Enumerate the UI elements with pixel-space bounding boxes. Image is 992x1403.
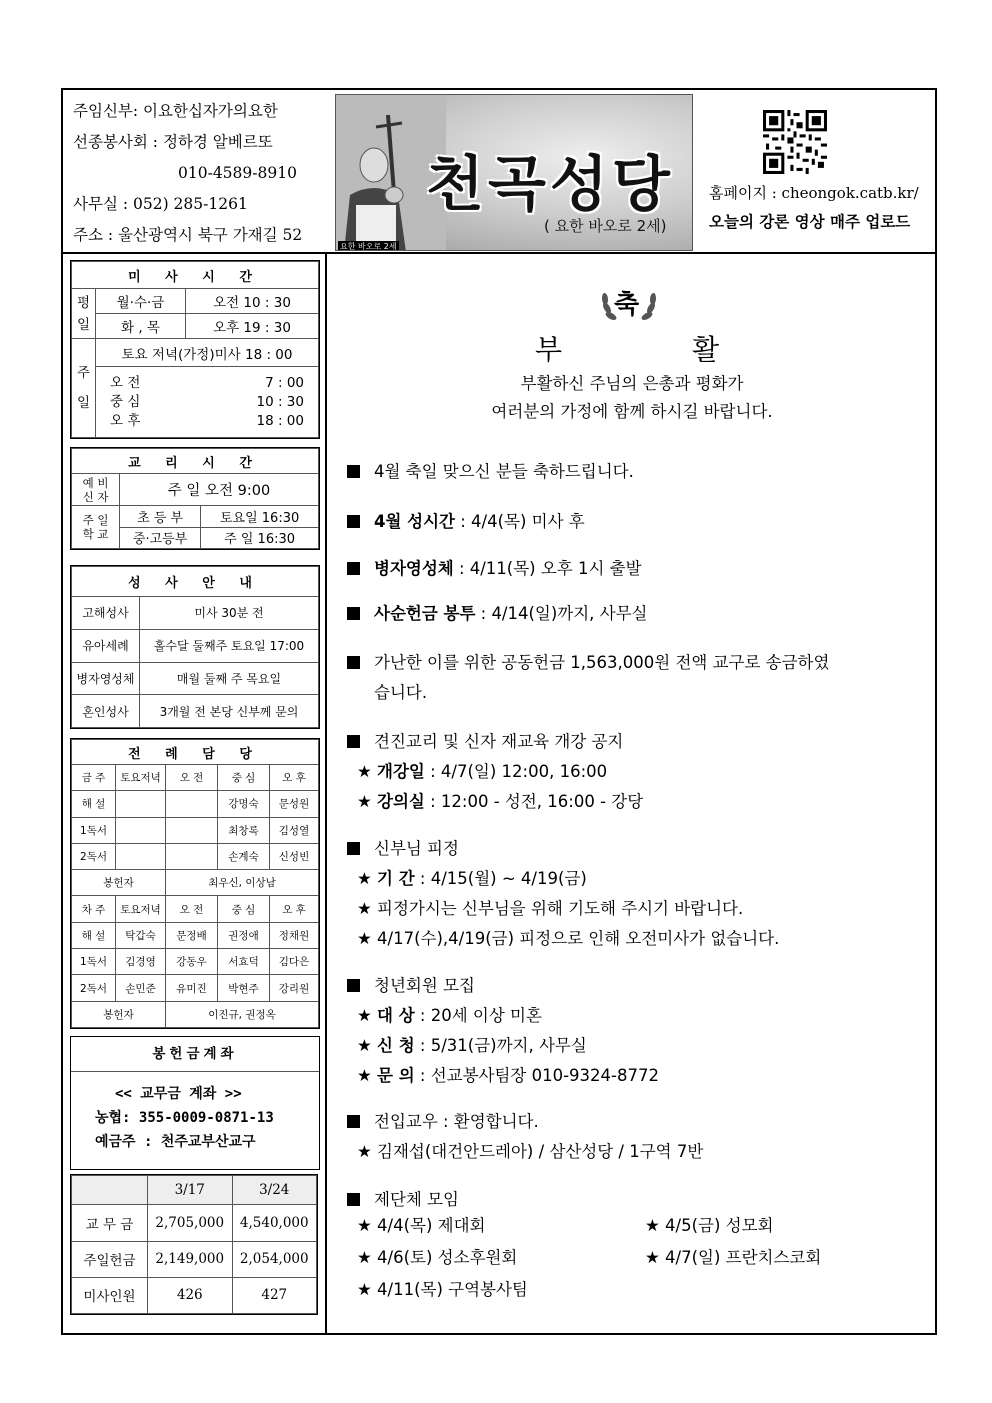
weekday-label: 평 일 [72,289,96,339]
sacrament-name: 고해성사 [72,597,140,630]
account-box [70,1036,320,1170]
confirmation-start: ★ 개강일 : 4/7(일) 12:00, 16:00 [357,762,608,781]
bank-account: 농협: 355-0009-0871-13 [95,1110,274,1126]
table-row: 1독서 최창록 김성열 [72,817,319,843]
youth-contact: ★ 문 의 : 선교봉사팀장 010-9324-8772 [357,1066,659,1085]
address: 주소 : 울산광역시 북구 가재길 52 [73,226,303,244]
photo-caption: 요한 바오로 2세 [340,242,397,251]
school-grade: 중·고등부 [120,527,201,549]
bulletin-frame [61,88,937,1335]
table-row: 미사인원 426 427 [72,1277,317,1313]
account-title: 봉헌금계좌 [71,1037,319,1072]
church-name: 천곡성당 [426,150,674,220]
col-header: 오 전 [166,765,218,791]
col-header: 오 후 [270,765,319,791]
sacrament-name: 혼인성사 [72,695,140,728]
saturday-mass: 토요 저녁(가정)미사 18 : 00 [96,339,319,367]
square-bullet-icon [347,607,360,620]
mass-time: 오후 19 : 30 [186,314,319,339]
mass-day: 월·수·금 [96,289,186,314]
greeting-line-2: 여러분의 가정에 함께 하시길 바랍니다. [491,402,773,421]
group-meeting: ★ 4/5(금) 성모회 [645,1216,774,1235]
group-meeting: ★ 4/6(토) 성소후원회 [357,1248,518,1267]
sacrament-info: 매월 둘째 주 목요일 [140,662,319,695]
retreat-prayer: ★ 피정가시는 신부님을 위해 기도해 주시기 바랍니다. [357,899,744,918]
sunday-label: 주 일 [72,339,96,438]
table-row: 2독서 손계숙 신성빈 [72,843,319,869]
square-bullet-icon [347,1115,360,1128]
mass-day: 화 , 목 [96,314,186,339]
homepage-link[interactable]: 홈페이지 : cheongok.catb.kr/ [709,184,919,202]
notice-sick-communion: 병자영성체 : 4/11(목) 오후 1시 출발 [347,555,642,579]
column-divider [325,254,327,1335]
school-grade: 초 등 부 [120,506,201,528]
table-row [72,870,319,896]
sacrament-info: 미사 30분 전 [140,597,319,630]
catechumen-label: 예 비 신 자 [72,474,120,506]
table-row [72,1001,319,1027]
greeting-line-1: 부활하신 주님의 은총과 평화가 [520,374,744,393]
table-row: 해 설 탁갑숙 문정배 권정애 정채원 [72,922,319,948]
parish-info [73,96,302,251]
catechumen-time: 주 일 오전 9:00 [120,474,319,506]
sacrament-info: 3개월 전 본당 신부께 문의 [140,695,319,728]
confirmation-room: ★ 강의실 : 12:00 - 성전, 16:00 - 강당 [357,792,644,811]
col-header: 차 주 [72,896,116,922]
col-header: 중 심 [218,896,270,922]
sacraments-title: 성 사 안 내 [72,567,319,597]
council: 선종봉사회 : 정하경 알베르또 [73,133,273,151]
table-row: 2독서 손민준 유미진 박현주 강리원 [72,975,319,1001]
notice-offering-sent: 가난한 이를 위한 공동헌금 1,563,000원 전액 교구로 송금하였 습니다. [347,648,829,708]
retreat-no-mass: ★ 4/17(수),4/19(금) 피정으로 인해 오전미사가 없습니다. [357,929,780,948]
mass-time: 오전 10 : 30 [186,289,319,314]
square-bullet-icon [347,515,360,528]
square-bullet-icon [347,979,360,992]
catechism-title: 교 리 시 간 [72,449,319,474]
offering-corner [72,1176,148,1205]
notice-newcomer: 전입교우 : 환영합니다. [347,1108,539,1132]
notice-lent-envelope: 사순헌금 봉투 : 4/14(일)까지, 사무실 [347,600,648,624]
col-header: 토요저녁 [116,765,166,791]
qr-code-icon[interactable] [763,110,827,174]
group-meeting: ★ 4/11(목) 구역봉사팀 [357,1280,528,1299]
header [63,90,935,254]
mass-times-box [70,260,320,439]
liturgy-box [70,738,320,1029]
offering-names: 이진규, 권정옥 [166,1001,319,1027]
account-holder: 예금주 : 천주교부산교구 [95,1134,256,1150]
notice-confirmation: 견진교리 및 신자 재교육 개강 공지 [347,728,623,752]
date-header: 3/24 [232,1176,317,1205]
col-header: 오 전 [166,896,218,922]
table-row: 해 설 강명숙 문성원 [72,791,319,817]
council-phone: 010-4589-8910 [178,164,297,182]
offering-table [70,1174,318,1315]
group-meeting: ★ 4/7(일) 프란치스코회 [645,1248,822,1267]
square-bullet-icon [347,562,360,575]
offering-names: 최우신, 이상남 [166,870,319,896]
sunday-school-label: 주 일 학 교 [72,506,120,549]
col-header: 중 심 [218,765,270,791]
notice-holy-hour: 4월 성시간 : 4/4(목) 미사 후 [347,508,585,532]
patron-saint: ( 요한 바오로 2세) [544,217,667,235]
catechism-box [70,447,320,550]
table-row: 1독서 김경영 강동우 서효덕 김다은 [72,949,319,975]
church-banner [335,94,693,251]
school-time: 주 일 16:30 [201,527,319,549]
celebration-mark: 축 [614,290,640,320]
sacrament-info: 홀수달 둘째주 토요일 17:00 [140,629,319,662]
sacrament-name: 유아세례 [72,629,140,662]
pastor: 주임신부: 이요한십자가의요한 [73,102,278,120]
notice-feast: 4월 축일 맞으신 분들 축하드립니다. [347,458,634,482]
table-row: 교 무 금 2,705,000 4,540,000 [72,1205,317,1241]
col-header: 오 후 [270,896,319,922]
retreat-period: ★ 기 간 : 4/15(월) ~ 4/19(금) [357,869,587,888]
youth-target: ★ 대 상 : 20세 이상 미혼 [357,1006,542,1025]
notice-groups: 제단체 모임 [347,1186,459,1210]
date-header: 3/17 [148,1176,233,1205]
office-phone: 사무실 : 052) 285-1261 [73,195,248,213]
school-time: 토요일 16:30 [201,506,319,528]
mass-times-title: 미 사 시 간 [72,262,319,289]
table-row: 주일헌금 2,149,000 2,054,000 [72,1241,317,1277]
newcomer-info: ★ 김재섭(대건안드레아) / 삼산성당 / 1구역 7반 [357,1142,704,1161]
group-meeting: ★ 4/4(목) 제대회 [357,1216,486,1235]
notice-retreat: 신부님 피정 [347,835,459,859]
square-bullet-icon [347,1193,360,1206]
offering-label: 봉헌자 [72,870,166,896]
easter-title: 부활 [535,333,850,366]
sunday-mass-list: 오 전 7 : 00 중 심 10 : 30 오 후 18 : 00 [96,367,319,438]
square-bullet-icon [347,656,360,669]
youth-apply: ★ 신 청 : 5/31(금)까지, 사무실 [357,1036,587,1055]
liturgy-title: 전 례 담 당 [72,740,319,765]
offering-label: 봉헌자 [72,1001,166,1027]
col-header: 금 주 [72,765,116,791]
sacrament-name: 병자영성체 [72,662,140,695]
square-bullet-icon [347,465,360,478]
square-bullet-icon [347,735,360,748]
square-bullet-icon [347,842,360,855]
main-content [329,258,935,1333]
weekly-video-notice: 오늘의 강론 영상 매주 업로드 [709,213,911,231]
col-header: 토요저녁 [116,896,166,922]
notice-youth: 청년회원 모집 [347,972,475,996]
account-heading: << 교무금 계좌 >> [115,1086,242,1102]
sacraments-box [70,565,320,729]
